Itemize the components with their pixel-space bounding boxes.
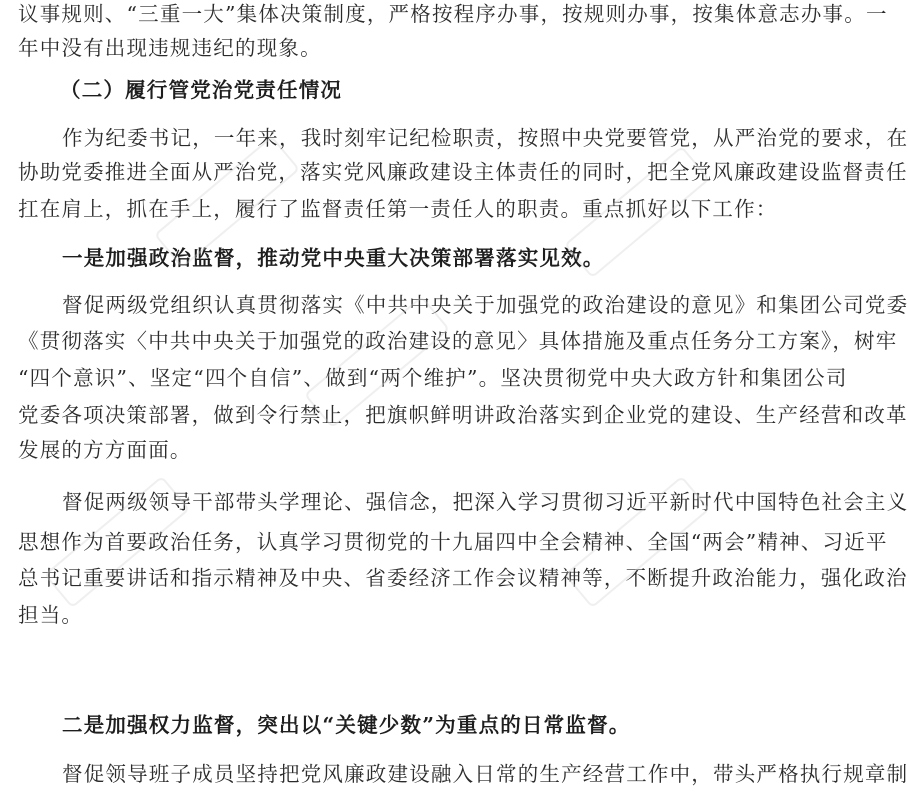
subsection-heading: 一是加强政治监督，推动党中央重大决策部署落实见效。: [62, 246, 605, 270]
paragraph-line: 督促两级党组织认真贯彻落实《中共中央关于加强党的政治建设的意见》和集团公司党委: [62, 293, 908, 317]
paragraph-line: 党委各项决策部署，做到令行禁止，把旗帜鲜明讲政治落实到企业党的建设、生产经营和改革: [18, 403, 908, 427]
paragraph-line: 督促领导班子成员坚持把党风廉政建设融入日常的生产经营工作中，带头严格执行规章制: [62, 762, 908, 786]
paragraph-line: 扛在肩上，抓在手上，履行了监督责任第一责任人的职责。重点抓好以下工作：: [18, 197, 778, 221]
subsection-heading: 二是加强权力监督，突出以“关键少数”为重点的日常监督。: [62, 713, 631, 737]
paragraph-line: 《贯彻落实〈中共中央关于加强党的政治建设的意见〉具体措施及重点任务分工方案》，树牢: [18, 329, 898, 353]
paragraph-line: “四个意识”、坚定“四个自信”、做到“两个维护”。坚决贯彻党中央大政方针和集团公司: [18, 366, 848, 390]
paragraph-line: 作为纪委书记，一年来，我时刻牢记纪检职责，按照中央党要管党，从严治党的要求，在: [62, 126, 908, 150]
paragraph-line: 思想作为首要政治任务，认真学习贯彻党的十九届四中全会精神、全国“两会”精神、习近平: [18, 530, 888, 554]
paragraph-line: 总书记重要讲话和指示精神及中央、省委经济工作会议精神等，不断提升政治能力，强化政治: [18, 566, 908, 590]
paragraph-line: 协助党委推进全面从严治党，落实党风廉政建设主体责任的同时，把全党风廉政建设监督责任: [18, 160, 908, 184]
section-heading: （二）履行管党治党责任情况: [60, 78, 343, 102]
paragraph-line: 担当。: [18, 603, 84, 627]
paragraph-line: 督促两级领导干部带头学理论、强信念，把深入学习贯彻习近平新时代中国特色社会主义: [62, 490, 908, 514]
paragraph-line: 发展的方方面面。: [18, 438, 192, 462]
paragraph-line: 年中没有出现违规违纪的现象。: [18, 36, 322, 60]
paragraph-line: 议事规则、“三重一大”集体决策制度，严格按程序办事，按规则办事，按集体意志办事。一: [18, 2, 888, 26]
